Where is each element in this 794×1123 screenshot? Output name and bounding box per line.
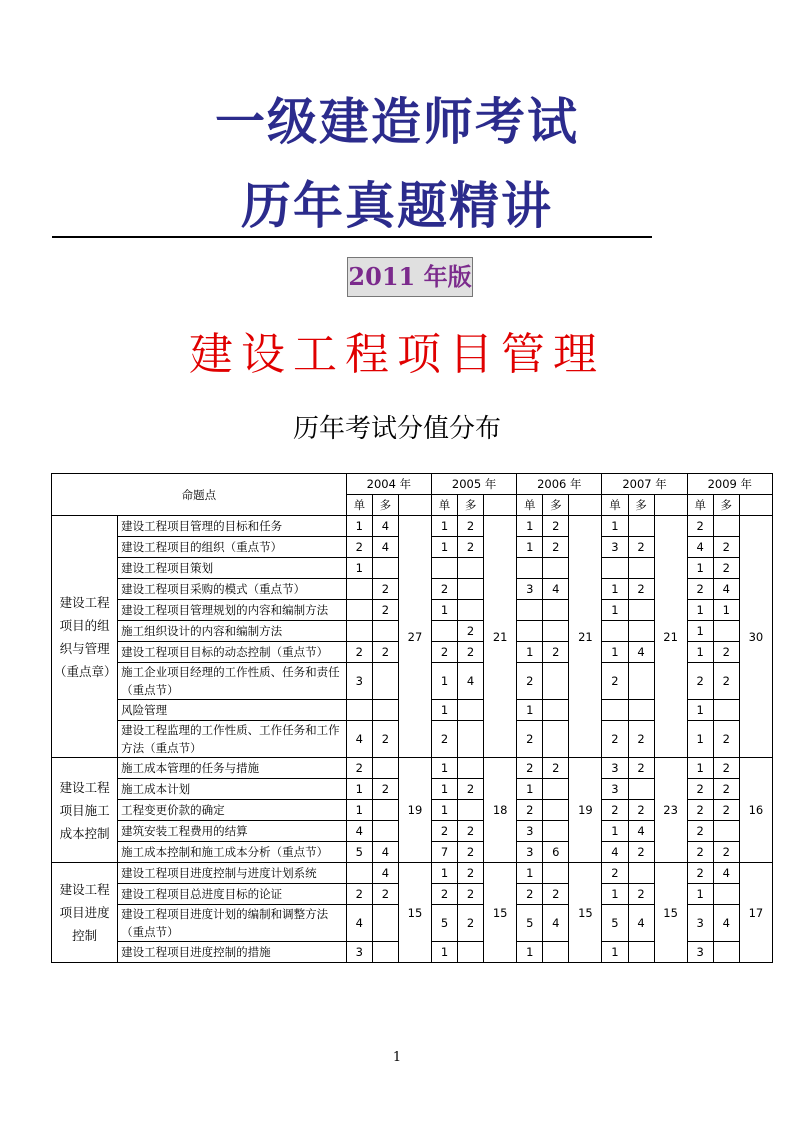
multi-choice-header: 多 <box>628 495 654 516</box>
year-header: 2004 年 <box>346 474 431 495</box>
multi-score-cell: 2 <box>628 884 654 905</box>
single-score-cell: 1 <box>517 642 543 663</box>
multi-score-cell: 4 <box>713 905 739 942</box>
topic-cell: 建筑安装工程费用的结算 <box>118 821 347 842</box>
multi-score-cell: 2 <box>713 642 739 663</box>
multi-score-cell: 2 <box>543 758 569 779</box>
topic-cell: 建设工程项目进度控制与进度计划系统 <box>118 863 347 884</box>
single-score-cell: 1 <box>432 863 458 884</box>
multi-score-cell <box>543 721 569 758</box>
single-score-cell: 4 <box>346 821 372 842</box>
single-score-cell: 2 <box>602 663 628 700</box>
multi-score-cell <box>458 600 484 621</box>
topic-cell: 建设工程项目策划 <box>118 558 347 579</box>
single-score-cell: 4 <box>687 537 713 558</box>
multi-score-cell <box>713 700 739 721</box>
subject-heading: 建设工程项目管理 <box>189 329 605 380</box>
multi-score-cell <box>713 884 739 905</box>
single-score-cell: 1 <box>346 779 372 800</box>
section-name: 建设工程项目进度控制 <box>52 863 118 963</box>
single-score-cell: 5 <box>602 905 628 942</box>
year-total-cell: 15 <box>569 863 602 963</box>
single-score-cell: 3 <box>602 758 628 779</box>
single-score-cell: 5 <box>517 905 543 942</box>
multi-score-cell: 4 <box>372 537 398 558</box>
section-name: 建设工程项目施工成本控制 <box>52 758 118 863</box>
multi-score-cell: 2 <box>458 821 484 842</box>
multi-score-cell: 4 <box>372 516 398 537</box>
total-header-blank <box>654 495 687 516</box>
multi-score-cell <box>628 621 654 642</box>
topic-cell: 风险管理 <box>118 700 347 721</box>
single-score-cell: 2 <box>346 884 372 905</box>
single-score-cell: 2 <box>602 800 628 821</box>
multi-score-cell <box>372 821 398 842</box>
edition-badge: 2011 年版 <box>347 257 473 297</box>
single-choice-header: 单 <box>687 495 713 516</box>
single-score-cell: 4 <box>346 721 372 758</box>
year-total-cell: 17 <box>739 863 772 963</box>
title-divider <box>52 236 652 238</box>
multi-score-cell <box>713 621 739 642</box>
single-score-cell: 7 <box>432 842 458 863</box>
single-score-cell: 1 <box>432 600 458 621</box>
multi-score-cell: 2 <box>458 863 484 884</box>
year-header: 2009 年 <box>687 474 772 495</box>
single-score-cell: 2 <box>432 821 458 842</box>
multi-score-cell: 2 <box>628 579 654 600</box>
single-score-cell: 2 <box>432 721 458 758</box>
single-choice-header: 单 <box>517 495 543 516</box>
multi-score-cell: 2 <box>372 884 398 905</box>
single-score-cell <box>346 600 372 621</box>
table-row <box>52 758 773 779</box>
multi-score-cell <box>458 579 484 600</box>
single-score-cell <box>602 700 628 721</box>
multi-score-cell: 6 <box>543 842 569 863</box>
multi-score-cell <box>543 700 569 721</box>
topic-cell: 施工成本计划 <box>118 779 347 800</box>
multi-score-cell <box>543 779 569 800</box>
multi-score-cell: 4 <box>543 905 569 942</box>
single-score-cell: 1 <box>602 642 628 663</box>
multi-score-cell <box>628 558 654 579</box>
single-score-cell <box>517 600 543 621</box>
single-score-cell <box>346 621 372 642</box>
single-score-cell: 1 <box>687 758 713 779</box>
section-name: 建设工程项目的组织与管理（重点章） <box>52 516 118 758</box>
single-score-cell: 1 <box>602 821 628 842</box>
multi-score-cell: 4 <box>713 579 739 600</box>
page-title-line1: 一级建造师考试 <box>215 93 579 151</box>
multi-score-cell: 4 <box>628 821 654 842</box>
year-total-cell: 21 <box>569 516 602 758</box>
single-score-cell: 3 <box>602 537 628 558</box>
single-score-cell: 2 <box>432 884 458 905</box>
single-score-cell: 2 <box>687 579 713 600</box>
year-total-cell: 19 <box>569 758 602 863</box>
year-total-cell: 21 <box>654 516 687 758</box>
multi-score-cell <box>543 942 569 963</box>
multi-score-cell: 2 <box>713 842 739 863</box>
single-score-cell: 1 <box>346 516 372 537</box>
single-score-cell: 1 <box>687 558 713 579</box>
single-score-cell: 1 <box>687 621 713 642</box>
single-score-cell: 1 <box>602 884 628 905</box>
single-score-cell <box>602 621 628 642</box>
multi-score-cell: 4 <box>458 663 484 700</box>
multi-score-cell: 4 <box>372 863 398 884</box>
topic-cell: 施工成本控制和施工成本分析（重点节） <box>118 842 347 863</box>
year-header: 2005 年 <box>432 474 517 495</box>
table-row <box>52 863 773 884</box>
single-score-cell: 2 <box>517 663 543 700</box>
total-header-blank <box>569 495 602 516</box>
single-score-cell: 1 <box>432 700 458 721</box>
single-score-cell: 2 <box>687 663 713 700</box>
single-score-cell: 1 <box>432 537 458 558</box>
single-score-cell: 2 <box>687 821 713 842</box>
multi-score-cell <box>458 800 484 821</box>
multi-score-cell: 4 <box>713 863 739 884</box>
multi-choice-header: 多 <box>713 495 739 516</box>
single-score-cell: 5 <box>432 905 458 942</box>
multi-score-cell: 2 <box>458 779 484 800</box>
single-score-cell: 1 <box>432 942 458 963</box>
single-score-cell: 3 <box>346 663 372 700</box>
single-score-cell: 2 <box>346 537 372 558</box>
single-score-cell: 2 <box>517 800 543 821</box>
single-score-cell: 2 <box>602 863 628 884</box>
single-score-cell: 2 <box>346 642 372 663</box>
single-score-cell: 1 <box>602 600 628 621</box>
multi-score-cell: 2 <box>458 537 484 558</box>
single-score-cell <box>517 558 543 579</box>
single-score-cell: 2 <box>432 642 458 663</box>
topic-cell: 建设工程项目进度计划的编制和调整方法（重点节） <box>118 905 347 942</box>
multi-score-cell: 2 <box>372 721 398 758</box>
multi-score-cell <box>543 863 569 884</box>
score-distribution-table <box>51 473 773 963</box>
multi-score-cell: 2 <box>628 800 654 821</box>
single-score-cell: 1 <box>432 800 458 821</box>
single-score-cell: 1 <box>517 942 543 963</box>
multi-score-cell <box>372 905 398 942</box>
multi-score-cell: 2 <box>713 721 739 758</box>
multi-score-cell <box>628 663 654 700</box>
single-score-cell <box>432 558 458 579</box>
multi-score-cell <box>543 663 569 700</box>
multi-score-cell: 2 <box>713 779 739 800</box>
single-score-cell: 3 <box>517 821 543 842</box>
topic-cell: 施工成本管理的任务与措施 <box>118 758 347 779</box>
single-choice-header: 单 <box>432 495 458 516</box>
single-score-cell: 3 <box>687 905 713 942</box>
year-total-cell: 15 <box>654 863 687 963</box>
multi-score-cell <box>628 516 654 537</box>
multi-score-cell <box>458 942 484 963</box>
topic-cell: 建设工程项目的组织（重点节） <box>118 537 347 558</box>
multi-score-cell <box>372 700 398 721</box>
multi-score-cell <box>458 721 484 758</box>
multi-score-cell: 2 <box>458 516 484 537</box>
topic-cell: 建设工程项目管理的目标和任务 <box>118 516 347 537</box>
corner-label: 命题点 <box>52 474 347 516</box>
multi-score-cell: 2 <box>543 642 569 663</box>
single-score-cell: 3 <box>517 842 543 863</box>
topic-cell: 建设工程项目总进度目标的论证 <box>118 884 347 905</box>
single-score-cell <box>346 863 372 884</box>
multi-score-cell <box>372 942 398 963</box>
single-choice-header: 单 <box>602 495 628 516</box>
year-total-cell: 30 <box>739 516 772 758</box>
single-score-cell: 3 <box>517 579 543 600</box>
year-header: 2007 年 <box>602 474 687 495</box>
single-score-cell: 2 <box>517 884 543 905</box>
multi-score-cell <box>543 600 569 621</box>
multi-choice-header: 多 <box>458 495 484 516</box>
single-score-cell: 2 <box>687 516 713 537</box>
multi-score-cell: 2 <box>543 884 569 905</box>
multi-score-cell: 2 <box>628 721 654 758</box>
multi-score-cell <box>543 821 569 842</box>
multi-score-cell <box>372 558 398 579</box>
multi-score-cell: 2 <box>628 758 654 779</box>
year-header: 2006 年 <box>517 474 602 495</box>
single-score-cell: 4 <box>602 842 628 863</box>
single-score-cell: 1 <box>687 700 713 721</box>
multi-score-cell: 1 <box>713 600 739 621</box>
topic-cell: 施工企业项目经理的工作性质、任务和责任（重点节） <box>118 663 347 700</box>
year-total-cell: 16 <box>739 758 772 863</box>
multi-score-cell: 2 <box>372 642 398 663</box>
multi-score-cell <box>458 558 484 579</box>
single-score-cell: 2 <box>687 800 713 821</box>
multi-score-cell <box>713 821 739 842</box>
year-total-cell: 19 <box>398 758 431 863</box>
multi-score-cell <box>628 600 654 621</box>
single-score-cell: 2 <box>432 579 458 600</box>
multi-score-cell <box>628 863 654 884</box>
multi-choice-header: 多 <box>543 495 569 516</box>
single-score-cell: 1 <box>432 758 458 779</box>
multi-score-cell: 4 <box>628 642 654 663</box>
topic-cell: 建设工程监理的工作性质、工作任务和工作方法（重点节） <box>118 721 347 758</box>
multi-score-cell <box>458 700 484 721</box>
single-score-cell: 1 <box>432 663 458 700</box>
multi-score-cell <box>372 800 398 821</box>
total-header-blank <box>398 495 431 516</box>
single-score-cell: 2 <box>687 863 713 884</box>
multi-score-cell: 4 <box>628 905 654 942</box>
multi-score-cell <box>458 758 484 779</box>
year-total-cell: 18 <box>484 758 517 863</box>
single-score-cell: 1 <box>346 800 372 821</box>
single-score-cell <box>346 579 372 600</box>
page-title-line2: 历年真题精讲 <box>241 177 553 235</box>
single-score-cell: 1 <box>517 700 543 721</box>
single-score-cell: 1 <box>432 516 458 537</box>
topic-cell: 工程变更价款的确定 <box>118 800 347 821</box>
single-score-cell: 1 <box>602 942 628 963</box>
multi-score-cell <box>372 663 398 700</box>
single-score-cell: 1 <box>517 537 543 558</box>
single-score-cell: 2 <box>687 842 713 863</box>
single-score-cell: 1 <box>517 779 543 800</box>
multi-choice-header: 多 <box>372 495 398 516</box>
single-score-cell <box>432 621 458 642</box>
multi-score-cell: 2 <box>713 558 739 579</box>
single-score-cell <box>346 700 372 721</box>
single-score-cell: 3 <box>346 942 372 963</box>
year-total-cell: 23 <box>654 758 687 863</box>
topic-cell: 建设工程项目管理规划的内容和编制方法 <box>118 600 347 621</box>
multi-score-cell: 2 <box>458 621 484 642</box>
single-score-cell: 1 <box>602 579 628 600</box>
multi-score-cell <box>372 758 398 779</box>
single-score-cell: 1 <box>687 721 713 758</box>
multi-score-cell <box>628 779 654 800</box>
single-score-cell: 1 <box>432 779 458 800</box>
table-row <box>52 516 773 537</box>
multi-score-cell: 2 <box>458 884 484 905</box>
year-total-cell: 15 <box>484 863 517 963</box>
multi-score-cell: 2 <box>543 537 569 558</box>
single-score-cell: 2 <box>687 779 713 800</box>
multi-score-cell: 4 <box>543 579 569 600</box>
multi-score-cell: 2 <box>628 842 654 863</box>
multi-score-cell: 2 <box>543 516 569 537</box>
header-row-years <box>52 474 773 495</box>
multi-score-cell: 2 <box>713 758 739 779</box>
multi-score-cell: 2 <box>458 842 484 863</box>
multi-score-cell: 2 <box>628 537 654 558</box>
single-score-cell: 1 <box>687 600 713 621</box>
single-score-cell: 1 <box>346 558 372 579</box>
year-total-cell: 27 <box>398 516 431 758</box>
single-score-cell: 1 <box>602 516 628 537</box>
multi-score-cell <box>543 621 569 642</box>
multi-score-cell <box>628 942 654 963</box>
single-score-cell: 4 <box>346 905 372 942</box>
year-total-cell: 15 <box>398 863 431 963</box>
year-total-cell: 21 <box>484 516 517 758</box>
page-number: 1 <box>392 1050 402 1065</box>
topic-cell: 施工组织设计的内容和编制方法 <box>118 621 347 642</box>
single-score-cell: 3 <box>602 779 628 800</box>
single-score-cell: 2 <box>602 721 628 758</box>
multi-score-cell <box>713 516 739 537</box>
single-score-cell: 2 <box>517 758 543 779</box>
multi-score-cell <box>713 942 739 963</box>
single-score-cell <box>517 621 543 642</box>
multi-score-cell: 2 <box>713 537 739 558</box>
single-score-cell <box>602 558 628 579</box>
multi-score-cell: 2 <box>713 800 739 821</box>
multi-score-cell: 2 <box>372 579 398 600</box>
multi-score-cell <box>372 621 398 642</box>
single-score-cell: 5 <box>346 842 372 863</box>
multi-score-cell: 2 <box>372 600 398 621</box>
total-header-blank <box>484 495 517 516</box>
multi-score-cell <box>628 700 654 721</box>
single-score-cell: 3 <box>687 942 713 963</box>
multi-score-cell: 2 <box>713 663 739 700</box>
table-heading: 历年考试分值分布 <box>292 414 501 444</box>
multi-score-cell <box>543 558 569 579</box>
single-score-cell: 2 <box>517 721 543 758</box>
multi-score-cell: 2 <box>458 642 484 663</box>
topic-cell: 建设工程项目目标的动态控制（重点节） <box>118 642 347 663</box>
single-score-cell: 1 <box>517 863 543 884</box>
total-header-blank <box>739 495 772 516</box>
topic-cell: 建设工程项目采购的模式（重点节） <box>118 579 347 600</box>
single-choice-header: 单 <box>346 495 372 516</box>
multi-score-cell: 2 <box>458 905 484 942</box>
single-score-cell: 1 <box>517 516 543 537</box>
topic-cell: 建设工程项目进度控制的措施 <box>118 942 347 963</box>
single-score-cell: 2 <box>346 758 372 779</box>
multi-score-cell: 2 <box>372 779 398 800</box>
single-score-cell: 1 <box>687 884 713 905</box>
multi-score-cell <box>543 800 569 821</box>
single-score-cell: 1 <box>687 642 713 663</box>
multi-score-cell: 4 <box>372 842 398 863</box>
